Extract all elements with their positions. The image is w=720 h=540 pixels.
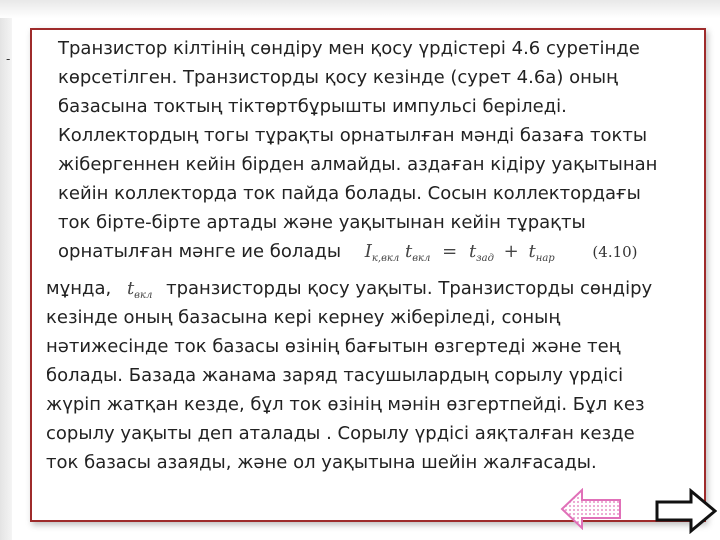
forward-button[interactable]: [655, 488, 717, 534]
slide-dash-marker: -: [6, 52, 11, 66]
formula-t2-sub: зад: [476, 253, 494, 264]
text-line-with-symbol: [46, 274, 652, 303]
text-line: жүріп жатқан кезде, бұл ток өзінің мәнін өзгертпейді. Бұл кез: [46, 394, 645, 415]
paragraph-2: [46, 274, 652, 477]
inline-symbol-sub: вкл: [134, 290, 153, 301]
formula-t3-sub: нар: [535, 253, 555, 264]
prefix-text: мұнда,: [46, 278, 112, 299]
formula-lhs-sub: к,вкл: [371, 253, 400, 264]
formula-lhs: I: [364, 241, 372, 262]
text-line: сорылу уақыты деп аталады . Сорылу үрдісі аяқталған кезде: [46, 423, 635, 444]
paragraph-1: [58, 34, 657, 266]
formula-plus: +: [503, 241, 519, 262]
text-line: Коллектордың тогы тұрақты орнатылған мәнді базаға токты: [58, 125, 648, 146]
formula-t1: t: [404, 241, 413, 262]
formula-t1-sub: вкл: [412, 253, 431, 264]
formula-t3: t: [528, 241, 536, 262]
text-line: жібергеннен кейін бірден алмайды. аздаған кідіру уақытынан: [58, 154, 658, 175]
text-line: болады. Базада жанама заряд тасушылардың сорылу үрдісі: [46, 365, 624, 386]
left-arrow-icon: [560, 488, 622, 530]
formula-lead-text: орнатылған мәнге ие болады: [58, 241, 342, 262]
text-line: көрсетілген. Транзисторды қосу кезінде (сурет 4.6а) оның: [58, 67, 618, 88]
inline-symbol: [127, 278, 158, 299]
text-line: базасына токтың тіктөртбұрышты импульсі беріледі.: [58, 96, 567, 117]
back-button[interactable]: [560, 488, 622, 530]
text-line: Транзистор кілтінің сөндіру мен қосу үрдістері 4.6 суретінде: [58, 38, 640, 59]
text-line-with-formula: [58, 237, 657, 266]
text-line: кейін коллекторда ток пайда болады. Сосын коллектордағы: [58, 183, 641, 204]
text-line: нәтижесінде ток базасы өзінің бағытын өзгертеді және тең: [46, 336, 621, 357]
inline-symbol-t: t: [126, 278, 135, 299]
suffix-text: транзисторды қосу уақыты. Транзисторды сөндіру: [166, 278, 653, 299]
left-decor-band: [0, 0, 12, 540]
text-line: кезінде оның базасына кері кернеу жіберіледі, соның: [46, 307, 561, 328]
formula-4-10: [365, 241, 561, 262]
top-decor-band: [0, 0, 720, 18]
equation-number: (4.10): [592, 243, 638, 261]
formula-t2: t: [468, 241, 477, 262]
right-arrow-icon: [655, 488, 717, 534]
formula-equals: =: [442, 241, 458, 262]
text-line: ток бірте-бірте артады және уақытынан кейін тұрақты: [58, 212, 586, 233]
text-line: ток базасы азаяды, және ол уақытына шейін жалғасады.: [46, 452, 597, 473]
